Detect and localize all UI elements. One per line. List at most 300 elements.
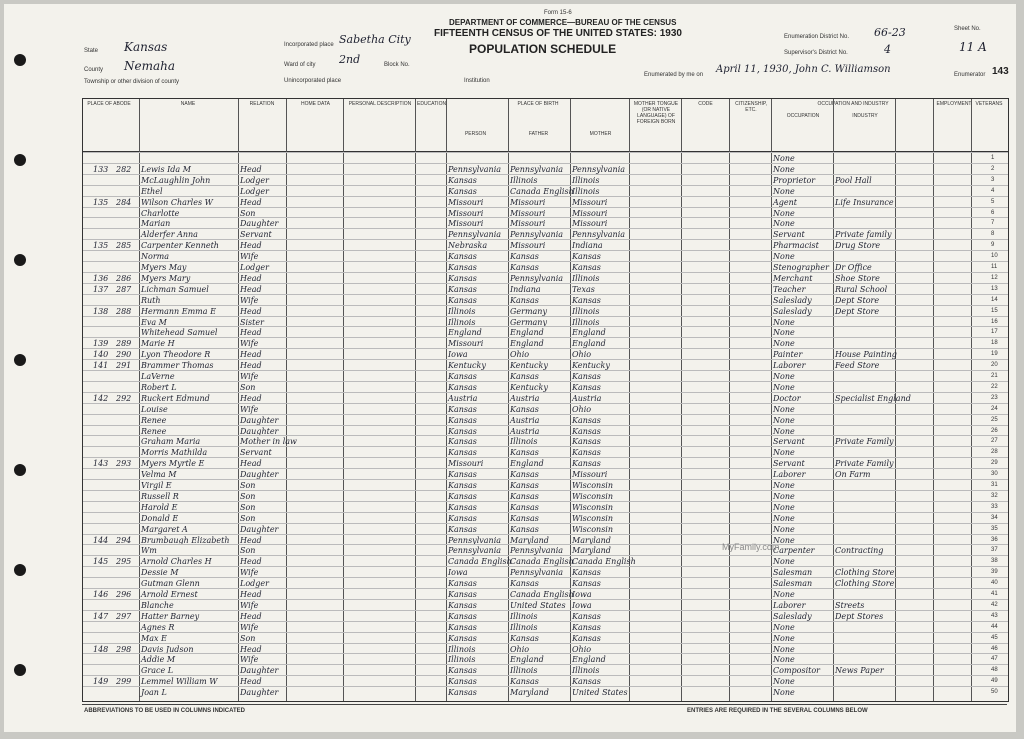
cell-name: Louise <box>141 404 168 414</box>
cell-fam: 291 <box>116 361 132 371</box>
cell-mo: England <box>572 328 606 338</box>
cell-dw: 136 <box>93 273 109 283</box>
cell-occ: None <box>773 382 795 392</box>
cell-occ: None <box>773 481 795 490</box>
cell-name: Wm <box>141 546 157 556</box>
cell-bp: Kansas <box>448 175 477 185</box>
cell-rel: Head <box>240 197 262 207</box>
line-number: 29 <box>991 460 998 467</box>
cell-occ: None <box>773 655 795 665</box>
line-number: 11 <box>991 264 998 270</box>
cell-ind: Private Family <box>835 459 894 469</box>
cell-occ: Painter <box>773 350 803 360</box>
cell-fa: Canada English <box>510 186 574 196</box>
cell-rel: Head <box>240 328 262 338</box>
line-number: 18 <box>991 340 998 347</box>
cell-ind: Clothing Store <box>835 579 895 589</box>
line-number: 17 <box>991 329 998 336</box>
line-number: 5 <box>991 198 995 205</box>
cell-fam: 288 <box>116 306 132 316</box>
supervisor-label: Supervisor's District No. <box>784 50 848 56</box>
col-occupation: OCCUPATION <box>786 113 820 119</box>
col-veterans: VETERANS <box>975 101 1003 107</box>
cell-mo: Missouri <box>572 219 608 229</box>
cell-name: Joan L <box>141 688 167 698</box>
cell-rel: Daughter <box>240 688 279 698</box>
cell-fa: Canada English <box>510 590 574 599</box>
cell-fam: 285 <box>116 241 132 251</box>
cell-dw: 149 <box>93 677 109 687</box>
cell-occ: Laborer <box>773 361 806 371</box>
cell-rel: Lodger <box>240 175 269 185</box>
cell-fa: Kentucky <box>510 382 548 392</box>
cell-occ: Saleslady <box>773 295 812 305</box>
cell-mo: Missouri <box>572 208 608 218</box>
cell-mo: Wisconsin <box>572 502 614 512</box>
line-number: 13 <box>991 285 998 292</box>
cell-dw: 142 <box>93 393 109 403</box>
cell-fam: 290 <box>116 350 132 360</box>
cell-mo: Kansas <box>572 568 601 578</box>
cell-bp: Kansas <box>448 481 477 490</box>
cell-fam: 287 <box>116 284 132 294</box>
cell-name: Renee <box>141 426 167 436</box>
cell-ind: Pool Hall <box>835 175 872 185</box>
cell-fa: United States <box>510 600 566 610</box>
cell-occ: None <box>773 491 795 501</box>
cell-fam: 299 <box>116 677 132 687</box>
line-number: 25 <box>991 416 998 423</box>
cell-mo: Kansas <box>572 448 601 458</box>
col-education: EDUCATION <box>417 101 447 107</box>
line-number: 39 <box>991 569 998 576</box>
cell-rel: Wife <box>240 372 259 381</box>
cell-bp: Kansas <box>448 666 477 676</box>
cell-fam: 296 <box>116 590 132 599</box>
cell-mo: Illinois <box>572 666 600 676</box>
cell-mo: United States <box>572 688 628 698</box>
sheet-label: Sheet No. <box>954 26 981 32</box>
cell-occ: None <box>773 372 795 381</box>
cell-fa: Kansas <box>510 404 539 414</box>
cell-bp: Kansas <box>448 513 477 523</box>
cell-name: Charlotte <box>141 208 180 218</box>
line-number: 7 <box>991 220 995 227</box>
sheet-value: 11 A <box>959 40 987 54</box>
cell-mo: Wisconsin <box>572 524 614 534</box>
cell-mo: Kansas <box>572 459 601 469</box>
cell-occ: None <box>773 524 795 534</box>
cell-bp: Kansas <box>448 677 477 687</box>
line-number: 37 <box>991 547 998 554</box>
cell-mo: Illinois <box>572 273 600 283</box>
cell-rel: Head <box>240 535 262 545</box>
cell-occ: None <box>773 557 795 567</box>
cell-dw: 137 <box>93 284 109 294</box>
col-mother: MOTHER <box>589 131 612 137</box>
cell-fam: 292 <box>116 393 132 403</box>
line-number: 27 <box>991 438 998 445</box>
block-label: Block No. <box>384 62 410 68</box>
cell-rel: Head <box>240 590 262 599</box>
cell-fa: Kansas <box>510 252 539 262</box>
cell-ind: Rural School <box>835 284 888 294</box>
cell-occ: None <box>773 502 795 512</box>
cell-occ: None <box>773 339 795 349</box>
cell-rel: Head <box>240 677 262 687</box>
cell-rel: Wife <box>240 655 259 665</box>
cell-fa: England <box>510 655 544 665</box>
cell-ind: On Farm <box>835 470 871 480</box>
col-home-data: HOME DATA <box>301 101 330 107</box>
col-father: FATHER <box>528 131 549 137</box>
cell-fa: Kansas <box>510 470 539 480</box>
cell-fam: 294 <box>116 535 132 545</box>
cell-fa: Kentucky <box>510 361 548 371</box>
cell-rel: Head <box>240 611 262 621</box>
cell-bp: Illinois <box>448 644 476 654</box>
cell-rel: Lodger <box>240 263 269 272</box>
cell-name: Max E <box>141 633 167 643</box>
cell-bp: Missouri <box>448 208 484 218</box>
cell-dw: 141 <box>93 361 109 371</box>
cell-mo: Texas <box>572 284 595 294</box>
cell-dw: 140 <box>93 350 109 360</box>
cell-fa: Kansas <box>510 295 539 305</box>
cell-occ: None <box>773 404 795 414</box>
line-number: 33 <box>991 503 998 510</box>
cell-name: Davis Judson <box>141 644 194 654</box>
cell-occ: None <box>773 513 795 523</box>
cell-mo: Austria <box>572 393 602 403</box>
cell-bp: Kansas <box>448 273 477 283</box>
cell-occ: None <box>773 208 795 218</box>
col-place-of-birth: PLACE OF BIRTH <box>517 101 559 107</box>
cell-fam: 293 <box>116 459 132 469</box>
cell-occ: None <box>773 328 795 338</box>
line-number: 10 <box>991 253 998 260</box>
cell-name: Addie M <box>141 655 176 665</box>
cell-fa: Maryland <box>510 688 549 698</box>
cell-fa: Kansas <box>510 677 539 687</box>
cell-rel: Head <box>240 164 262 174</box>
cell-bp: Kansas <box>448 415 477 425</box>
cell-rel: Head <box>240 644 262 654</box>
cell-bp: Nebraska <box>448 241 488 251</box>
state-value: Kansas <box>124 40 168 54</box>
cell-ind: Streets <box>835 600 865 610</box>
state-label: State <box>84 48 99 54</box>
cell-bp: Kansas <box>448 491 477 501</box>
cell-rel: Son <box>240 513 256 523</box>
cell-fa: Kansas <box>510 513 539 523</box>
cell-occ: Agent <box>773 197 797 207</box>
cell-rel: Daughter <box>240 470 279 480</box>
enumerated-label: Enumerated by me on <box>644 72 704 78</box>
township-label: Township or other division of county <box>84 79 180 85</box>
cell-occ: Carpenter <box>773 546 815 556</box>
cell-name: Arnold Charles H <box>141 557 212 567</box>
cell-occ: Compositor <box>773 666 820 676</box>
cell-rel: Daughter <box>240 415 279 425</box>
col-code: CODE <box>698 101 713 107</box>
cell-bp: Kansas <box>448 502 477 512</box>
cell-name: Russell R <box>141 491 179 501</box>
cell-fa: England <box>510 459 544 469</box>
line-number: 1 <box>991 155 995 161</box>
cell-rel: Wife <box>240 600 259 610</box>
line-number: 3 <box>991 176 995 183</box>
line-number: 20 <box>991 362 998 369</box>
cell-name: Blanche <box>141 600 174 610</box>
cell-name: Virgil E <box>141 481 172 490</box>
cell-name: Norma <box>141 252 169 262</box>
cell-bp: Kansas <box>448 372 477 381</box>
col-citizenship: CITIZENSHIP, ETC. <box>735 101 767 113</box>
col-mother-tongue: MOTHER TONGUE (OR NATIVE LANGUAGE) OF FOREIGN BORN <box>633 101 679 125</box>
cell-bp: Kansas <box>448 611 477 621</box>
binder-hole-icon <box>14 664 26 676</box>
cell-occ: Doctor <box>773 393 801 403</box>
line-number: 43 <box>991 612 998 619</box>
cell-bp: Kansas <box>448 404 477 414</box>
cell-name: Ruth <box>141 295 161 305</box>
cell-ind: Private Family <box>835 437 894 447</box>
line-number: 42 <box>991 601 998 608</box>
cell-name: Margaret A <box>141 524 188 534</box>
cell-rel: Son <box>240 502 256 512</box>
cell-dw: 135 <box>93 197 109 207</box>
line-number: 4 <box>991 187 995 194</box>
cell-rel: Wife <box>240 568 259 578</box>
cell-rel: Son <box>240 208 256 218</box>
line-number: 9 <box>991 242 995 249</box>
line-number: 16 <box>991 318 998 325</box>
cell-bp: Austria <box>448 393 478 403</box>
cell-fa: Pennsylvania <box>510 568 564 578</box>
cell-occ: None <box>773 426 795 436</box>
cell-bp: Pennsylvania <box>448 535 502 545</box>
cell-occ: None <box>773 252 795 262</box>
cell-name: Lemmel William W <box>141 677 218 687</box>
line-number: 32 <box>991 492 998 499</box>
cell-dw: 138 <box>93 306 109 316</box>
cell-name: Myers May <box>141 263 187 272</box>
cell-fa: Pennsylvania <box>510 164 564 174</box>
cell-bp: Kansas <box>448 590 477 599</box>
cell-fa: Germany <box>510 317 547 327</box>
cell-bp: Kansas <box>448 633 477 643</box>
cell-name: Dessie M <box>141 568 179 578</box>
cell-bp: Kansas <box>448 437 477 447</box>
cell-fam: 295 <box>116 557 132 567</box>
line-number: 48 <box>991 667 998 674</box>
cell-bp: Kansas <box>448 295 477 305</box>
cell-ind: Clothing Store <box>835 568 895 578</box>
cell-ind: Private family <box>835 230 892 240</box>
cell-fa: Illinois <box>510 437 538 447</box>
cell-fa: Canada English <box>510 557 574 567</box>
line-number: 45 <box>991 634 998 641</box>
cell-bp: Illinois <box>448 317 476 327</box>
cell-mo: Kansas <box>572 611 601 621</box>
institution-label: Institution <box>464 78 490 84</box>
cell-occ: None <box>773 317 795 327</box>
cell-bp: Missouri <box>448 339 484 349</box>
cell-name: Lewis Ida M <box>141 164 191 174</box>
binder-hole-icon <box>14 464 26 476</box>
col-person: PERSON <box>464 131 487 137</box>
cell-name: Lyon Theodore R <box>141 350 211 360</box>
cell-mo: Ohio <box>572 350 592 360</box>
cell-name: Gutman Glenn <box>141 579 200 589</box>
line-number: 35 <box>991 525 998 532</box>
cell-rel: Head <box>240 350 262 360</box>
cell-fa: Kansas <box>510 579 539 589</box>
cell-rel: Daughter <box>240 666 279 676</box>
line-number: 49 <box>991 678 998 685</box>
unincorporated-label: Unincorporated place <box>284 78 342 84</box>
cell-bp: Pennsylvania <box>448 546 502 556</box>
cell-fa: Kansas <box>510 448 539 458</box>
col-relation: RELATION <box>249 101 275 107</box>
cell-rel: Wife <box>240 622 259 632</box>
binder-hole-icon <box>14 354 26 366</box>
cell-mo: Illinois <box>572 317 600 327</box>
line-number: 50 <box>991 689 998 696</box>
cell-bp: Kansas <box>448 579 477 589</box>
enum-district-value: 66-23 <box>874 26 906 39</box>
cell-dw: 148 <box>93 644 109 654</box>
cell-rel: Wife <box>240 339 259 349</box>
cell-occ: Servant <box>773 437 805 447</box>
cell-fa: Germany <box>510 306 547 316</box>
cell-mo: Indiana <box>572 241 603 251</box>
cell-bp: Kansas <box>448 426 477 436</box>
cell-name: Wilson Charles W <box>141 197 213 207</box>
cell-name: Graham Maria <box>141 437 201 447</box>
cell-ind: News Paper <box>835 666 884 676</box>
cell-mo: Kansas <box>572 622 601 632</box>
cell-mo: Kansas <box>572 437 601 447</box>
cell-rel: Daughter <box>240 524 279 534</box>
cell-name: Ruckert Edmund <box>141 393 210 403</box>
cell-ind: Dept Stores <box>835 611 884 621</box>
cell-fa: Missouri <box>510 219 546 229</box>
line-number: 24 <box>991 405 998 412</box>
cell-mo: Iowa <box>572 590 592 599</box>
cell-fa: Austria <box>510 415 540 425</box>
cell-rel: Son <box>240 382 256 392</box>
cell-rel: Wife <box>240 252 259 262</box>
cell-rel: Son <box>240 481 256 490</box>
cell-mo: Wisconsin <box>572 491 614 501</box>
ward-value: 2nd <box>339 53 361 66</box>
cell-mo: Wisconsin <box>572 513 614 523</box>
cell-occ: Servant <box>773 459 805 469</box>
cell-fam: 297 <box>116 611 132 621</box>
cell-mo: England <box>572 339 606 349</box>
cell-ind: Shoe Store <box>835 273 880 283</box>
cell-fa: England <box>510 328 544 338</box>
cell-occ: Teacher <box>773 284 806 294</box>
line-number: 44 <box>991 623 998 630</box>
cell-bp: Kansas <box>448 252 477 262</box>
col-occupation-industry: OCCUPATION AND INDUSTRY <box>817 101 889 107</box>
line-number: 12 <box>991 274 998 281</box>
cell-name: Velma M <box>141 470 177 480</box>
ward-label: Ward of city <box>284 62 316 68</box>
census-title: FIFTEENTH CENSUS OF THE UNITED STATES: 1930 <box>434 28 682 39</box>
form-number: Form 15-6 <box>544 10 572 16</box>
cell-occ: Stenographer <box>773 263 829 272</box>
cell-mo: Iowa <box>572 600 592 610</box>
cell-name: Harold E <box>141 502 178 512</box>
cell-occ: None <box>773 186 795 196</box>
department-title: DEPARTMENT OF COMMERCE—BUREAU OF THE CENSUS <box>449 18 677 27</box>
cell-occ: Merchant <box>773 273 813 283</box>
line-number: 34 <box>991 514 998 521</box>
cell-bp: Iowa <box>448 350 468 360</box>
cell-dw: 146 <box>93 590 109 599</box>
cell-ind: Specialist England <box>835 393 911 403</box>
cell-bp: Kansas <box>448 186 477 196</box>
line-number: 15 <box>991 307 998 314</box>
cell-mo: Wisconsin <box>572 481 614 490</box>
cell-occ: None <box>773 622 795 632</box>
cell-occ: Saleslady <box>773 306 812 316</box>
line-number: 30 <box>991 471 998 478</box>
cell-rel: Wife <box>240 404 259 414</box>
cell-fa: Illinois <box>510 611 538 621</box>
cell-occ: None <box>773 644 795 654</box>
cell-mo: Missouri <box>572 470 608 480</box>
cell-mo: Maryland <box>572 546 611 556</box>
cell-bp: Kansas <box>448 688 477 698</box>
cell-fam: 284 <box>116 197 132 207</box>
cell-name: Alderfer Anna <box>141 230 198 240</box>
cell-dw: 145 <box>93 557 109 567</box>
enumerator-label: Enumerator <box>954 72 986 78</box>
cell-ind: Dept Store <box>835 306 880 316</box>
cell-rel: Head <box>240 284 262 294</box>
cell-occ: Salesman <box>773 579 813 589</box>
cell-mo: Kansas <box>572 426 601 436</box>
cell-bp: Kansas <box>448 470 477 480</box>
cell-mo: Kansas <box>572 677 601 687</box>
cell-bp: Kansas <box>448 448 477 458</box>
cell-ind: Dr Office <box>835 263 872 272</box>
cell-fa: Missouri <box>510 197 546 207</box>
cell-name: Eva M <box>141 317 167 327</box>
line-number: 19 <box>991 351 998 358</box>
cell-fa: Illinois <box>510 666 538 676</box>
col-place-of-abode: PLACE OF ABODE <box>87 101 131 107</box>
cell-fa: Austria <box>510 393 540 403</box>
cell-ind: Life Insurance <box>835 197 894 207</box>
cell-occ: Pharmacist <box>773 241 819 251</box>
cell-occ: None <box>773 154 795 163</box>
cell-dw: 144 <box>93 535 109 545</box>
cell-occ: Laborer <box>773 600 806 610</box>
cell-name: Marian <box>141 219 171 229</box>
line-number: 21 <box>991 373 998 379</box>
line-number: 26 <box>991 427 998 434</box>
census-table <box>82 98 1009 702</box>
cell-rel: Head <box>240 241 262 251</box>
cell-name: Myers Myrtle E <box>141 459 205 469</box>
cell-bp: Missouri <box>448 197 484 207</box>
